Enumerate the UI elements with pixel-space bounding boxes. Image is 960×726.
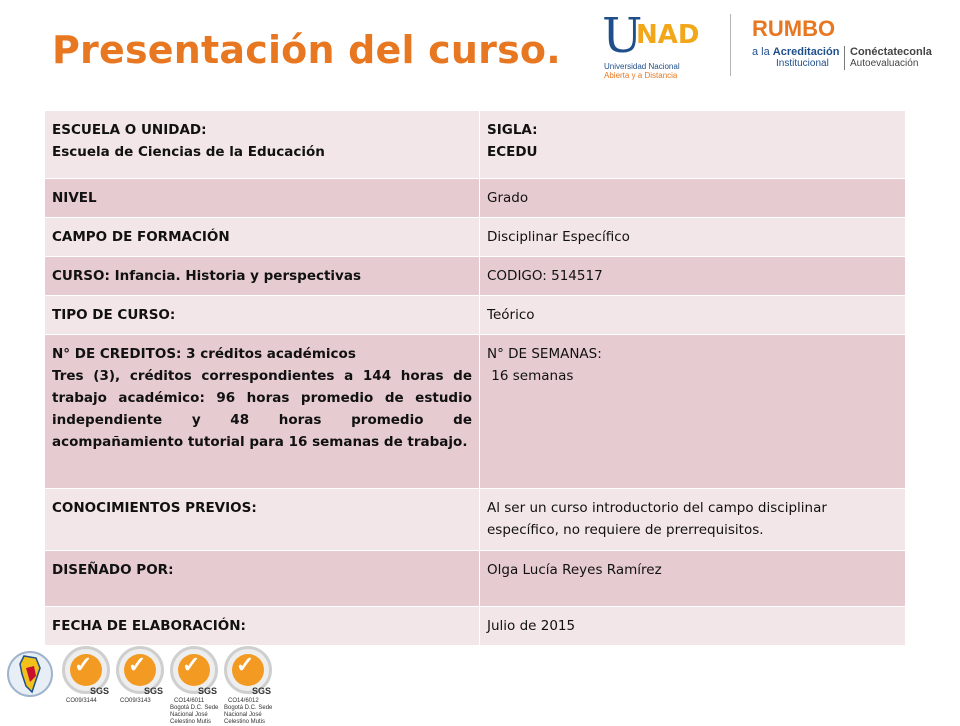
table-row — [45, 111, 906, 179]
course-info-table — [44, 110, 906, 646]
row-label: NIVEL — [52, 190, 97, 206]
row-label: DISEÑADO POR: — [52, 562, 174, 578]
row-value: Disciplinar Específico — [487, 229, 630, 245]
row-label: TIPO DE CURSO: — [52, 307, 176, 323]
row-label-cell — [45, 257, 480, 296]
table-row — [45, 257, 906, 296]
page-title: Presentación del curso. — [52, 28, 561, 72]
row-value-cell — [480, 111, 906, 179]
row-value: ECEDU — [487, 144, 538, 160]
row-label: CAMPO DE FORMACIÓN — [52, 229, 230, 245]
row-value: Julio de 2015 — [487, 618, 576, 634]
unad-logo-line1: Universidad Nacional — [604, 62, 680, 71]
certification-badge-icon: ✓ — [224, 646, 272, 694]
row-value-label: N° DE SEMANAS: — [487, 346, 602, 362]
row-label: CONOCIMIENTOS PREVIOS: — [52, 500, 257, 516]
unad-logo-line2: Abierta y a Distancia — [604, 71, 678, 80]
table-row — [45, 218, 906, 257]
sgs-mark: SGS — [252, 686, 272, 696]
row-label-cell — [45, 489, 480, 551]
row-label-cell — [45, 179, 480, 218]
row-value-cell — [480, 489, 906, 551]
rumbo-logo-word: RUMBO — [752, 16, 836, 41]
row-label: FECHA DE ELABORACIÓN: — [52, 618, 246, 634]
unad-logo-letters: NAD — [636, 20, 700, 50]
row-value-cell — [480, 179, 906, 218]
table-row — [45, 335, 906, 489]
rumbo-logo — [752, 16, 942, 76]
row-value-cell — [480, 335, 906, 489]
logo-divider — [730, 14, 731, 76]
row-label-cell — [45, 335, 480, 489]
row-value: Al ser un curso introductorio del campo disciplinar específico, no requiere de prerrequisitos. — [487, 500, 827, 538]
row-value: Teórico — [487, 307, 535, 323]
certification-code: CO09/3143 — [120, 698, 151, 704]
row-label: ESCUELA O UNIDAD: — [52, 122, 207, 138]
unad-logo-letter: U — [602, 8, 643, 64]
table-row — [45, 551, 906, 607]
unad-logo — [602, 8, 712, 80]
row-value-cell — [480, 296, 906, 335]
rumbo-logo-line2: Institucional — [776, 58, 829, 69]
table-row — [45, 296, 906, 335]
certification-location: Bogotá D.C. Sede Nacional José Celestino Mutis — [224, 705, 273, 725]
certification-seals — [0, 636, 300, 725]
certification-badge-icon: ✓ — [170, 646, 218, 694]
row-value-cell — [480, 257, 906, 296]
rumbo-logo-right1: Conéctateconla — [850, 46, 932, 58]
certification-badge-icon: ✓ — [62, 646, 110, 694]
certification-code: CO14/6012 — [228, 698, 259, 704]
row-value-cell — [480, 551, 906, 607]
row-value: CODIGO: 514517 — [487, 268, 603, 284]
row-label-detail: Tres (3), créditos correspondientes a 144 horas de trabajo académico: 96 horas promedio de estudio independiente y 48 horas promedio de acompañamiento tutorial para 16 semanas de trabajo. — [52, 368, 472, 450]
sgs-mark: SGS — [144, 686, 164, 696]
sgs-mark: SGS — [90, 686, 110, 696]
row-value-cell — [480, 218, 906, 257]
row-label-cell — [45, 551, 480, 607]
rumbo-logo-right2: Autoevaluación — [850, 58, 919, 69]
colombia-map-icon — [6, 646, 54, 702]
table-row — [45, 179, 906, 218]
row-value-cell — [480, 607, 906, 646]
sgs-mark: SGS — [198, 686, 218, 696]
certification-code: CO09/3144 — [66, 698, 97, 704]
rumbo-logo-separator — [844, 46, 845, 70]
certification-code: CO14/6011 — [174, 698, 205, 704]
certification-location: Bogotá D.C. Sede Nacional José Celestino Mutis — [170, 705, 219, 725]
table-row — [45, 489, 906, 551]
row-label-cell — [45, 296, 480, 335]
certification-badge-icon: ✓ — [116, 646, 164, 694]
row-label: CURSO: Infancia. Historia y perspectivas — [52, 268, 362, 284]
rumbo-logo-line1: a la Acreditación — [752, 46, 840, 58]
row-value-label: SIGLA: — [487, 122, 538, 138]
row-value: Grado — [487, 190, 529, 206]
row-label-cell — [45, 218, 480, 257]
row-value: Olga Lucía Reyes Ramírez — [487, 562, 662, 578]
row-value: 16 semanas — [487, 368, 574, 384]
row-label: N° DE CREDITOS: 3 créditos académicos — [52, 346, 356, 362]
row-label-detail: Escuela de Ciencias de la Educación — [52, 144, 325, 160]
row-label-cell — [45, 111, 480, 179]
